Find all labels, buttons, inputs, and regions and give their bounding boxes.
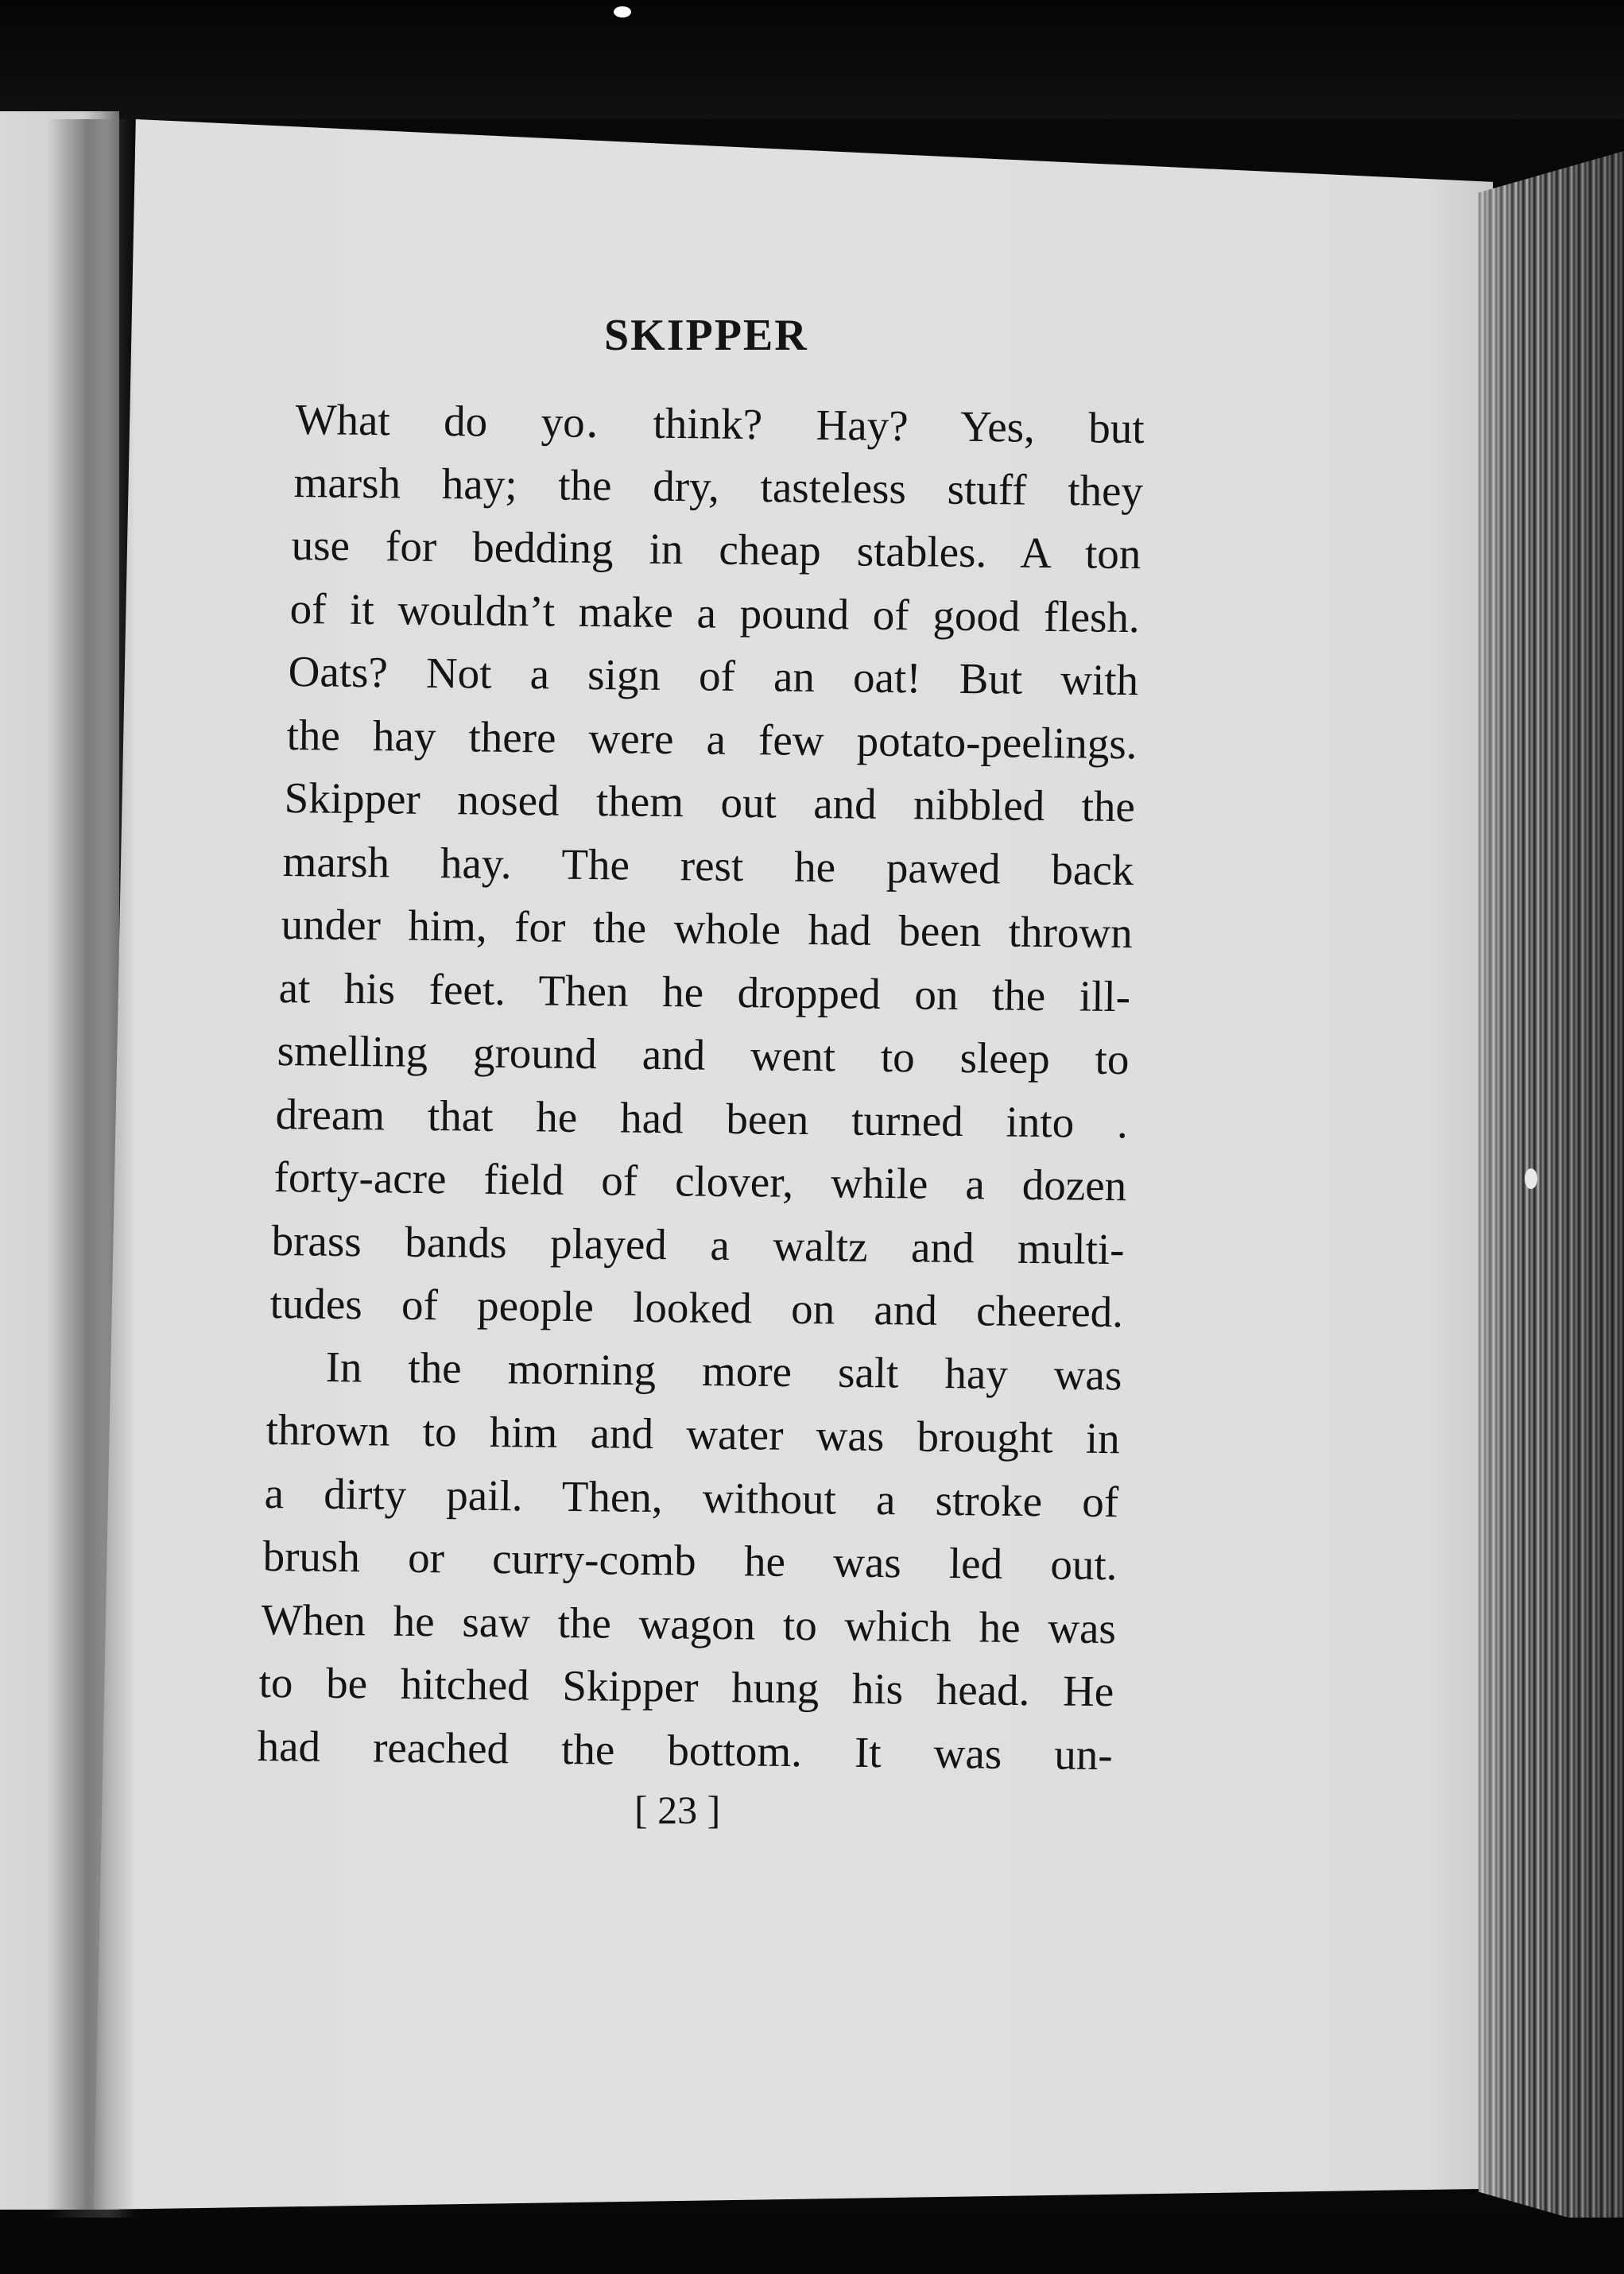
text-line: had reached the bottom. It was un-	[257, 1721, 1113, 1779]
text-line: In the morning more salt hay was	[325, 1342, 1122, 1399]
page-stack-shading	[1479, 151, 1624, 2233]
text-line: a dirty pail. Then, without a stroke of	[264, 1468, 1119, 1526]
text-line: at his feet. Then he dropped on the ill-	[278, 963, 1131, 1021]
scanner-background-bottom	[0, 2218, 1624, 2274]
book-gutter-shadow	[48, 119, 135, 2218]
text-line: marsh hay; the dry, tasteless stuff they	[293, 457, 1144, 515]
text-line: Skipper nosed them out and nibbled the	[284, 773, 1136, 831]
text-line: smelling ground and went to sleep to	[277, 1026, 1130, 1084]
text-line: marsh hay. The rest he pawed back	[282, 836, 1134, 894]
text-line: brass bands played a waltz and multi-	[271, 1215, 1126, 1273]
text-line: brush or curry-comb he was led out.	[262, 1532, 1118, 1590]
text-line: Oats? Not a sign of an oat! But with	[288, 646, 1139, 705]
text-line: When he saw the wagon to which he was	[260, 1594, 1116, 1652]
text-line: use for bedding in cheap stables. A ton	[291, 520, 1142, 579]
text-line: What do yo․ think? Hay? Yes, but	[295, 394, 1145, 453]
running-head: SKIPPER	[604, 311, 808, 360]
text-line: tudes of people looked on and cheered.	[269, 1279, 1124, 1337]
text-line: forty-acre field of clover, while a dozen	[273, 1152, 1127, 1211]
text-line: the hay there were a few potato-peelings.	[285, 710, 1138, 768]
text-line: dream that he had been turned into .	[275, 1089, 1128, 1147]
scanner-background-top	[0, 0, 1624, 119]
text-line: to be hitched Skipper hung his head. He	[258, 1658, 1114, 1716]
scan-speck	[1525, 1168, 1537, 1189]
text-line: of it wouldn’t make a pound of good flesh.	[289, 583, 1141, 641]
text-line: thrown to him and water was brought in	[265, 1405, 1121, 1463]
text-line: under him, for the whole had been thrown	[281, 900, 1133, 958]
page-number: [ 23 ]	[634, 1788, 721, 1832]
scan-speck	[614, 6, 631, 17]
